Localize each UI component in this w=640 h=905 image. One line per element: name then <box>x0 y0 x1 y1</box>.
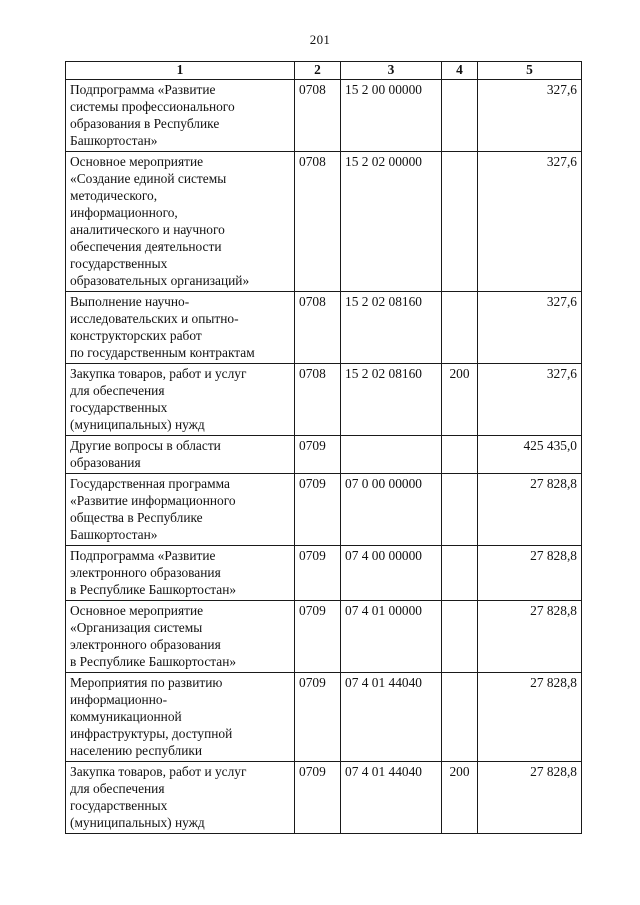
cell-name-line: информационного, <box>70 205 178 220</box>
cell-section: 0709 <box>295 436 341 474</box>
cell-expense-type: 200 <box>442 364 478 436</box>
table-header-row <box>66 62 582 80</box>
column-header-3: 3 <box>341 62 442 80</box>
cell-name-line: Закупка товаров, работ и услуг <box>70 366 247 381</box>
cell-name-line: в Республике Башкортостан» <box>70 582 237 597</box>
cell-amount: 27 828,8 <box>478 546 582 601</box>
cell-name <box>66 152 295 292</box>
cell-name-line: (муниципальных) нужд <box>70 815 205 830</box>
cell-name-line: Другие вопросы в области <box>70 438 221 453</box>
cell-amount: 27 828,8 <box>478 673 582 762</box>
cell-name <box>66 292 295 364</box>
cell-name <box>66 673 295 762</box>
column-header-5: 5 <box>478 62 582 80</box>
cell-name-line: по государственным контрактам <box>70 345 255 360</box>
cell-amount: 27 828,8 <box>478 474 582 546</box>
cell-section: 0709 <box>295 673 341 762</box>
cell-name-line: Государственная программа <box>70 476 230 491</box>
cell-amount: 425 435,0 <box>478 436 582 474</box>
cell-target-article: 15 2 00 00000 <box>341 80 442 152</box>
column-header-4: 4 <box>442 62 478 80</box>
cell-expense-type <box>442 292 478 364</box>
cell-name-line: для обеспечения <box>70 383 165 398</box>
cell-name-line: конструкторских работ <box>70 328 202 343</box>
cell-expense-type <box>442 436 478 474</box>
cell-target-article: 07 0 00 00000 <box>341 474 442 546</box>
cell-section: 0709 <box>295 762 341 834</box>
cell-name-line: государственных <box>70 798 168 813</box>
table-row <box>66 601 582 673</box>
cell-expense-type <box>442 546 478 601</box>
cell-target-article: 15 2 02 08160 <box>341 292 442 364</box>
table-row <box>66 292 582 364</box>
cell-section: 0709 <box>295 474 341 546</box>
cell-name <box>66 80 295 152</box>
cell-amount: 27 828,8 <box>478 601 582 673</box>
cell-target-article: 15 2 02 00000 <box>341 152 442 292</box>
budget-table <box>65 61 582 834</box>
cell-name-line: Башкортостан» <box>70 133 158 148</box>
cell-name-line: для обеспечения <box>70 781 165 796</box>
cell-name-line: аналитического и научного <box>70 222 225 237</box>
cell-section: 0708 <box>295 364 341 436</box>
cell-name-line: электронного образования <box>70 565 221 580</box>
cell-expense-type <box>442 601 478 673</box>
cell-name-line: образовательных организаций» <box>70 273 250 288</box>
cell-target-article: 07 4 00 00000 <box>341 546 442 601</box>
table-row <box>66 546 582 601</box>
cell-name-line: Подпрограмма «Развитие <box>70 548 216 563</box>
cell-target-article <box>341 436 442 474</box>
cell-section: 0709 <box>295 601 341 673</box>
cell-name-line: общества в Республике <box>70 510 203 525</box>
cell-name-line: государственных <box>70 400 168 415</box>
cell-section: 0708 <box>295 152 341 292</box>
column-header-2: 2 <box>295 62 341 80</box>
table-body <box>66 80 582 834</box>
table-row <box>66 436 582 474</box>
cell-name-line: Подпрограмма «Развитие <box>70 82 216 97</box>
cell-amount: 327,6 <box>478 292 582 364</box>
cell-name-line: населению республики <box>70 743 203 758</box>
table-row <box>66 364 582 436</box>
cell-target-article: 15 2 02 08160 <box>341 364 442 436</box>
cell-section: 0708 <box>295 292 341 364</box>
cell-name <box>66 364 295 436</box>
cell-amount: 327,6 <box>478 152 582 292</box>
cell-target-article: 07 4 01 44040 <box>341 762 442 834</box>
cell-name-line: в Республике Башкортостан» <box>70 654 237 669</box>
table-row <box>66 80 582 152</box>
cell-name-line: системы профессионального <box>70 99 235 114</box>
page-number: 201 <box>309 32 331 47</box>
cell-name-line: «Создание единой системы <box>70 171 227 186</box>
cell-expense-type <box>442 152 478 292</box>
cell-name-line: образования <box>70 455 141 470</box>
table-row <box>66 474 582 546</box>
cell-name-line: информационно- <box>70 692 168 707</box>
cell-target-article: 07 4 01 00000 <box>341 601 442 673</box>
cell-expense-type <box>442 80 478 152</box>
cell-expense-type <box>442 673 478 762</box>
cell-name-line: «Организация системы <box>70 620 203 635</box>
cell-expense-type: 200 <box>442 762 478 834</box>
column-header-1: 1 <box>66 62 295 80</box>
cell-name <box>66 546 295 601</box>
cell-target-article: 07 4 01 44040 <box>341 673 442 762</box>
cell-name-line: исследовательских и опытно- <box>70 311 239 326</box>
cell-name-line: коммуникационной <box>70 709 182 724</box>
cell-amount: 27 828,8 <box>478 762 582 834</box>
cell-name-line: Башкортостан» <box>70 527 158 542</box>
cell-amount: 327,6 <box>478 80 582 152</box>
cell-name <box>66 436 295 474</box>
cell-name-line: Основное мероприятие <box>70 154 204 169</box>
cell-name-line: государственных <box>70 256 168 271</box>
table-row <box>66 152 582 292</box>
cell-section: 0708 <box>295 80 341 152</box>
cell-name-line: электронного образования <box>70 637 221 652</box>
cell-name-line: Основное мероприятие <box>70 603 204 618</box>
cell-name <box>66 762 295 834</box>
cell-name-line: образования в Республике <box>70 116 220 131</box>
cell-amount: 327,6 <box>478 364 582 436</box>
cell-section: 0709 <box>295 546 341 601</box>
cell-expense-type <box>442 474 478 546</box>
cell-name <box>66 474 295 546</box>
table-row <box>66 673 582 762</box>
cell-name <box>66 601 295 673</box>
table-row <box>66 762 582 834</box>
cell-name-line: обеспечения деятельности <box>70 239 222 254</box>
cell-name-line: инфраструктуры, доступной <box>70 726 233 741</box>
cell-name-line: (муниципальных) нужд <box>70 417 205 432</box>
cell-name-line: «Развитие информационного <box>70 493 236 508</box>
cell-name-line: Мероприятия по развитию <box>70 675 223 690</box>
cell-name-line: Закупка товаров, работ и услуг <box>70 764 247 779</box>
cell-name-line: методического, <box>70 188 158 203</box>
cell-name-line: Выполнение научно- <box>70 294 190 309</box>
